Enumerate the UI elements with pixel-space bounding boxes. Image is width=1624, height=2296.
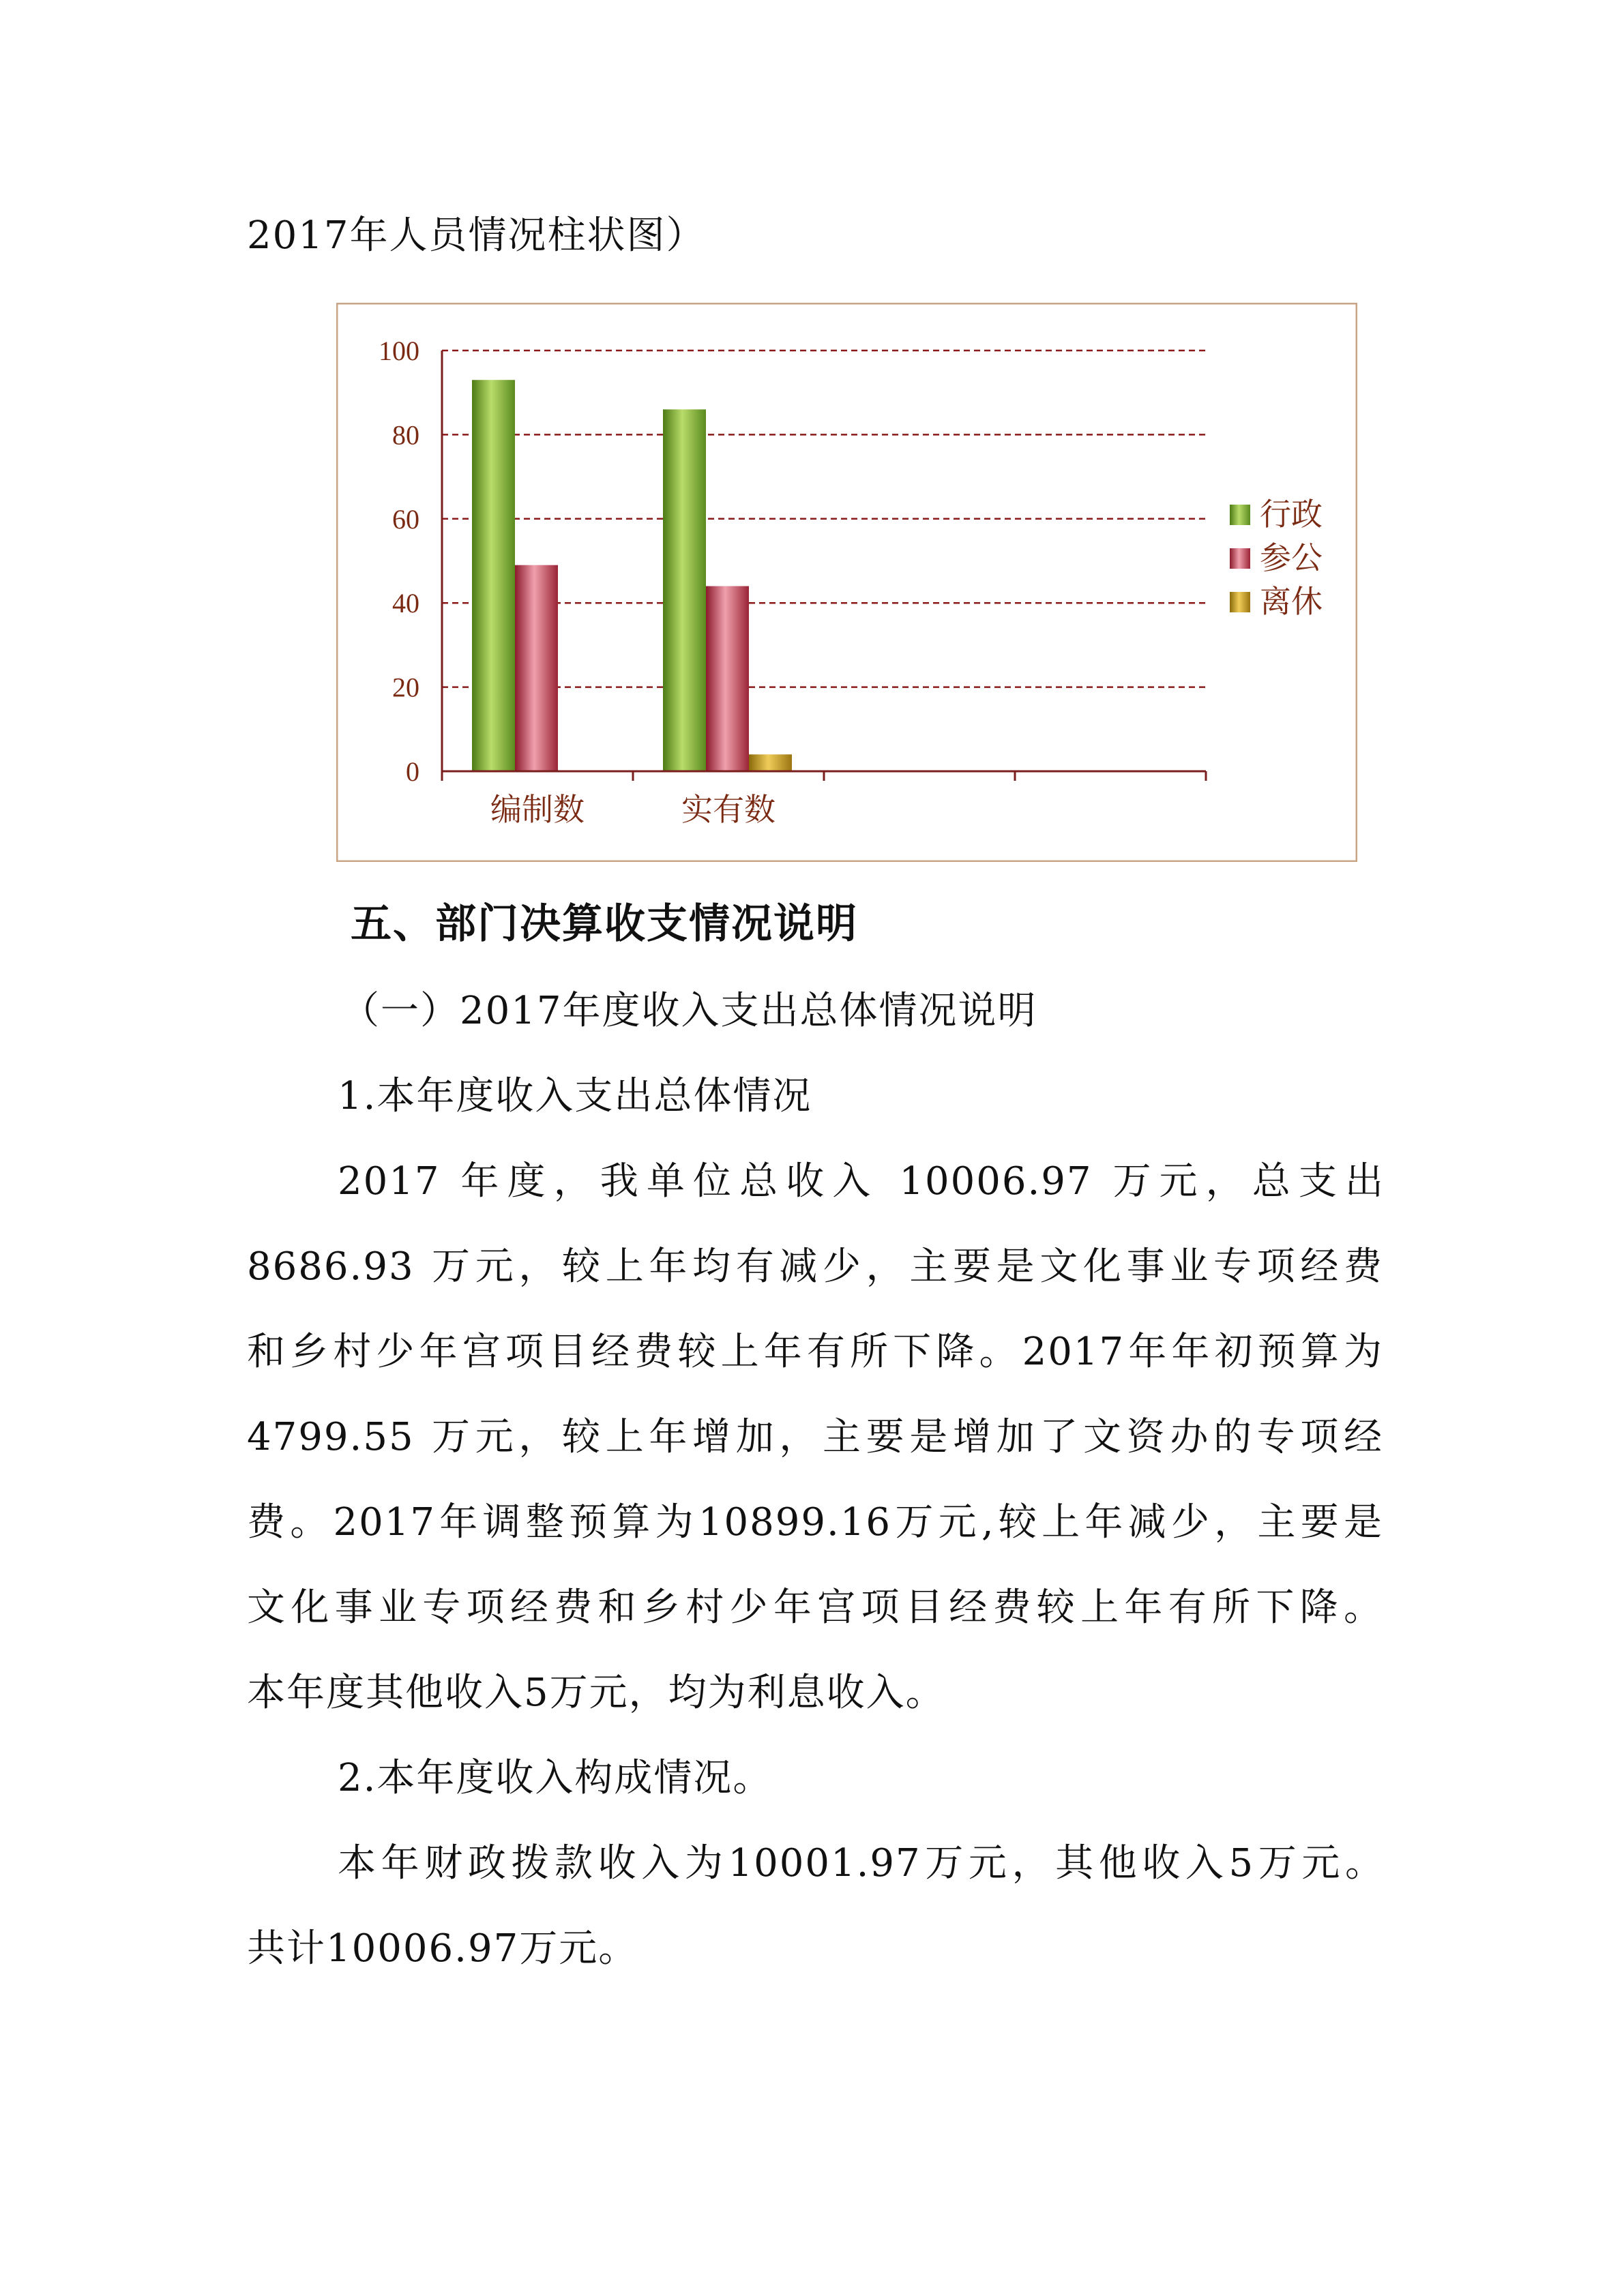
- bar-行政-实有数: [663, 409, 706, 771]
- chart-caption: 2017年人员情况柱状图）: [247, 213, 706, 258]
- para1-line-4: 4799.55 万元，较上年增加，主要是增加了文资办的专项经: [247, 1415, 1383, 1459]
- para1-line-6: 文化事业专项经费和乡村少年宫项目经费较上年有所下降。: [247, 1585, 1383, 1630]
- y-tick-label: 0: [406, 756, 419, 787]
- subsection-title: （一）2017年度收入支出总体情况说明: [341, 989, 1037, 1033]
- legend-label: 行政: [1260, 496, 1323, 533]
- para1-line-1: 2017 年度，我单位总收入 10006.97 万元，总支出: [338, 1159, 1385, 1204]
- y-tick-label: 40: [392, 588, 419, 619]
- legend-swatch-离休: [1230, 592, 1250, 612]
- legend-swatch-行政: [1230, 505, 1250, 525]
- item2-title: 2.本年度收入构成情况。: [338, 1756, 773, 1800]
- para1-line-2: 8686.93 万元，较上年均有减少，主要是文化事业专项经费: [247, 1244, 1383, 1289]
- para1-line-7: 本年度其他收入5万元，均为利息收入。: [247, 1671, 945, 1715]
- chart-svg: [336, 303, 1357, 862]
- staff-bar-chart: [336, 303, 1357, 862]
- legend-swatch-参公: [1230, 548, 1250, 569]
- para2-line-2: 共计10006.97万元。: [247, 1926, 638, 1971]
- bar-参公-实有数: [706, 586, 749, 771]
- x-category-label: 实有数: [681, 791, 776, 828]
- y-tick-label: 20: [392, 672, 419, 703]
- para2-line-1: 本年财政拨款收入为10001.97万元，其他收入5万元。: [338, 1841, 1385, 1885]
- chart-legend: [1230, 496, 1323, 620]
- legend-label: 离休: [1260, 583, 1323, 620]
- section-title: 五、部门决算收支情况说明: [351, 900, 858, 948]
- bar-离休-实有数: [749, 754, 792, 771]
- y-tick-label: 100: [379, 336, 419, 366]
- legend-label: 参公: [1260, 539, 1323, 576]
- bar-参公-编制数: [515, 565, 558, 771]
- bar-行政-编制数: [472, 380, 515, 771]
- y-tick-label: 60: [392, 503, 419, 535]
- para1-line-3: 和乡村少年宫项目经费较上年有所下降。2017年年初预算为: [247, 1330, 1383, 1374]
- x-category-label: 编制数: [490, 791, 585, 828]
- y-tick-label: 80: [392, 419, 419, 451]
- para1-line-5: 费。2017年调整预算为10899.16万元,较上年减少，主要是: [247, 1500, 1383, 1545]
- item1-title: 1.本年度收入支出总体情况: [338, 1074, 812, 1118]
